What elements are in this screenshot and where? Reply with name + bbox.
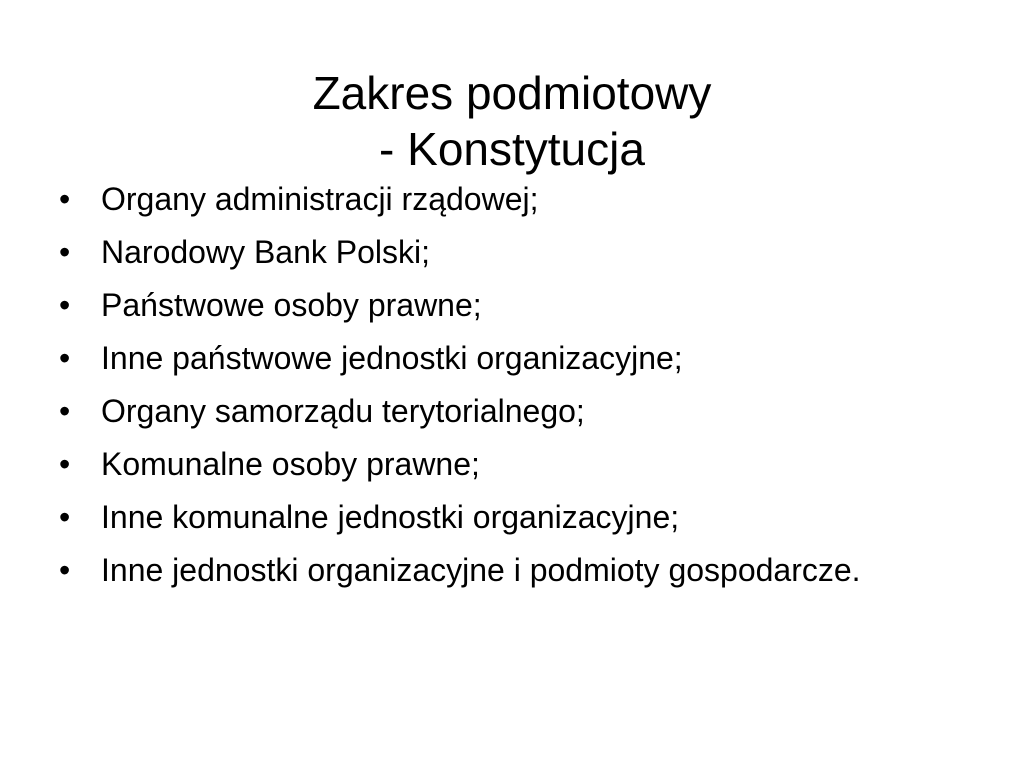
- list-item-text: Organy samorządu terytorialnego;: [101, 393, 585, 429]
- list-item-text: Komunalne osoby prawne;: [101, 446, 480, 482]
- title-line-1: Zakres podmiotowy: [312, 66, 712, 119]
- bullet-icon: •: [59, 446, 71, 482]
- list-item: [55, 499, 955, 535]
- bullet-icon: •: [59, 393, 71, 429]
- title-line-2: - Konstytucja: [379, 122, 645, 175]
- list-item-text: Państwowe osoby prawne;: [101, 287, 482, 323]
- list-item-text: Organy administracji rządowej;: [101, 181, 539, 217]
- bullet-icon: •: [59, 287, 71, 323]
- bullet-icon: •: [59, 234, 71, 270]
- list-item: [55, 552, 955, 588]
- list-item: [55, 234, 955, 270]
- bullet-icon: •: [59, 181, 71, 217]
- list-item: [55, 340, 955, 376]
- list-item-text: Inne komunalne jednostki organizacyjne;: [101, 499, 680, 535]
- list-item: [55, 393, 955, 429]
- list-item-text: Inne jednostki organizacyjne i podmioty gospodarcze.: [101, 552, 861, 588]
- bullet-icon: •: [59, 499, 71, 535]
- slide-title: [0, 65, 1024, 177]
- list-item-text: Inne państwowe jednostki organizacyjne;: [101, 340, 683, 376]
- list-item: [55, 181, 955, 217]
- bullet-icon: •: [59, 552, 71, 588]
- bullet-icon: •: [59, 340, 71, 376]
- list-item-text: Narodowy Bank Polski;: [101, 234, 431, 270]
- list-item: [55, 446, 955, 482]
- bullet-list: [55, 181, 955, 605]
- list-item: [55, 287, 955, 323]
